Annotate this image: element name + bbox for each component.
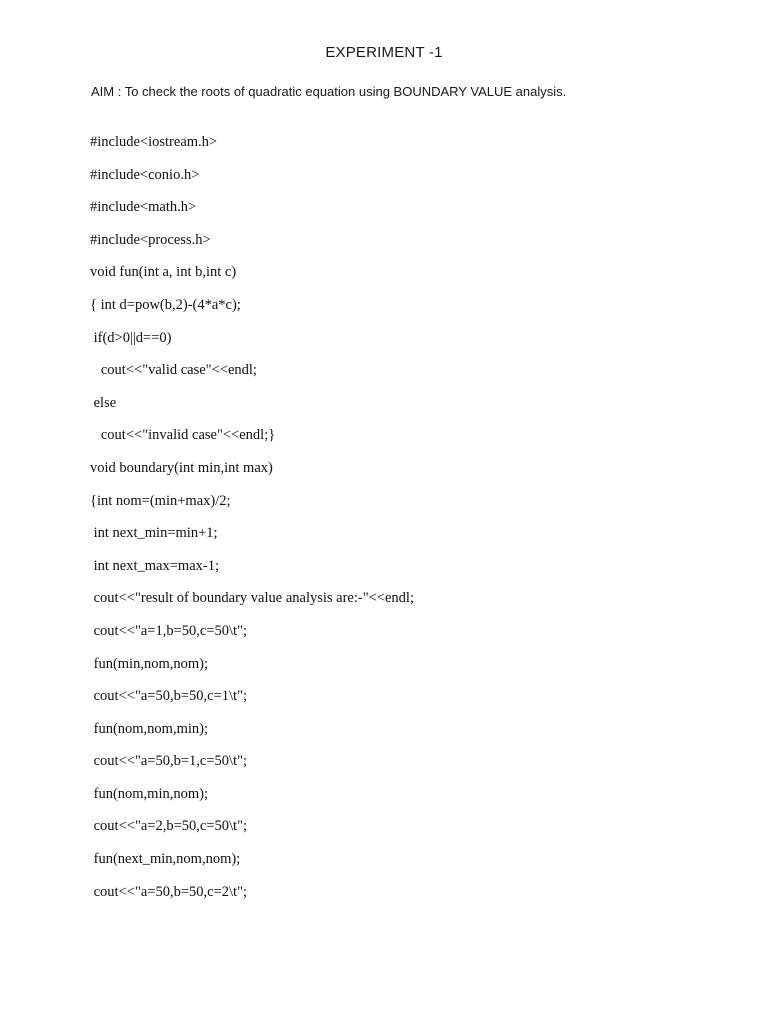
code-line: int next_min=min+1;	[90, 525, 218, 542]
code-line: { int d=pow(b,2)-(4*a*c);	[90, 296, 241, 313]
code-line: {int nom=(min+max)/2;	[90, 492, 231, 509]
code-listing	[90, 132, 414, 914]
code-line: cout<<"invalid case"<<endl;}	[90, 427, 276, 444]
code-line: void boundary(int min,int max)	[90, 459, 273, 476]
code-line: else	[90, 394, 117, 411]
code-line: cout<<"result of boundary value analysis are:-"<<endl;	[90, 590, 414, 607]
code-line: cout<<"a=50,b=50,c=1\t";	[90, 688, 248, 705]
aim-statement: AIM : To check the roots of quadratic equation using BOUNDARY VALUE analysis.	[91, 84, 567, 99]
code-line: cout<<"valid case"<<endl;	[90, 362, 257, 379]
code-line: cout<<"a=50,b=1,c=50\t";	[90, 753, 248, 770]
code-line: fun(nom,nom,min);	[90, 720, 209, 737]
code-line: fun(nom,min,nom);	[90, 785, 209, 802]
code-line: #include<process.h>	[90, 231, 211, 248]
code-line: int next_max=max-1;	[90, 557, 219, 574]
code-line: #include<conio.h>	[90, 166, 200, 183]
code-line: #include<math.h>	[90, 199, 197, 216]
code-line: cout<<"a=2,b=50,c=50\t";	[90, 818, 248, 835]
code-line: if(d>0||d==0)	[90, 329, 172, 346]
code-line: #include<iostream.h>	[90, 134, 218, 150]
code-line: cout<<"a=1,b=50,c=50\t";	[90, 622, 248, 639]
code-line: fun(next_min,nom,nom);	[90, 851, 241, 868]
page-title: EXPERIMENT -1	[325, 44, 443, 61]
code-line: void fun(int a, int b,int c)	[90, 264, 237, 281]
code-line: fun(min,nom,nom);	[90, 655, 209, 672]
code-line: cout<<"a=50,b=50,c=2\t";	[90, 883, 248, 900]
